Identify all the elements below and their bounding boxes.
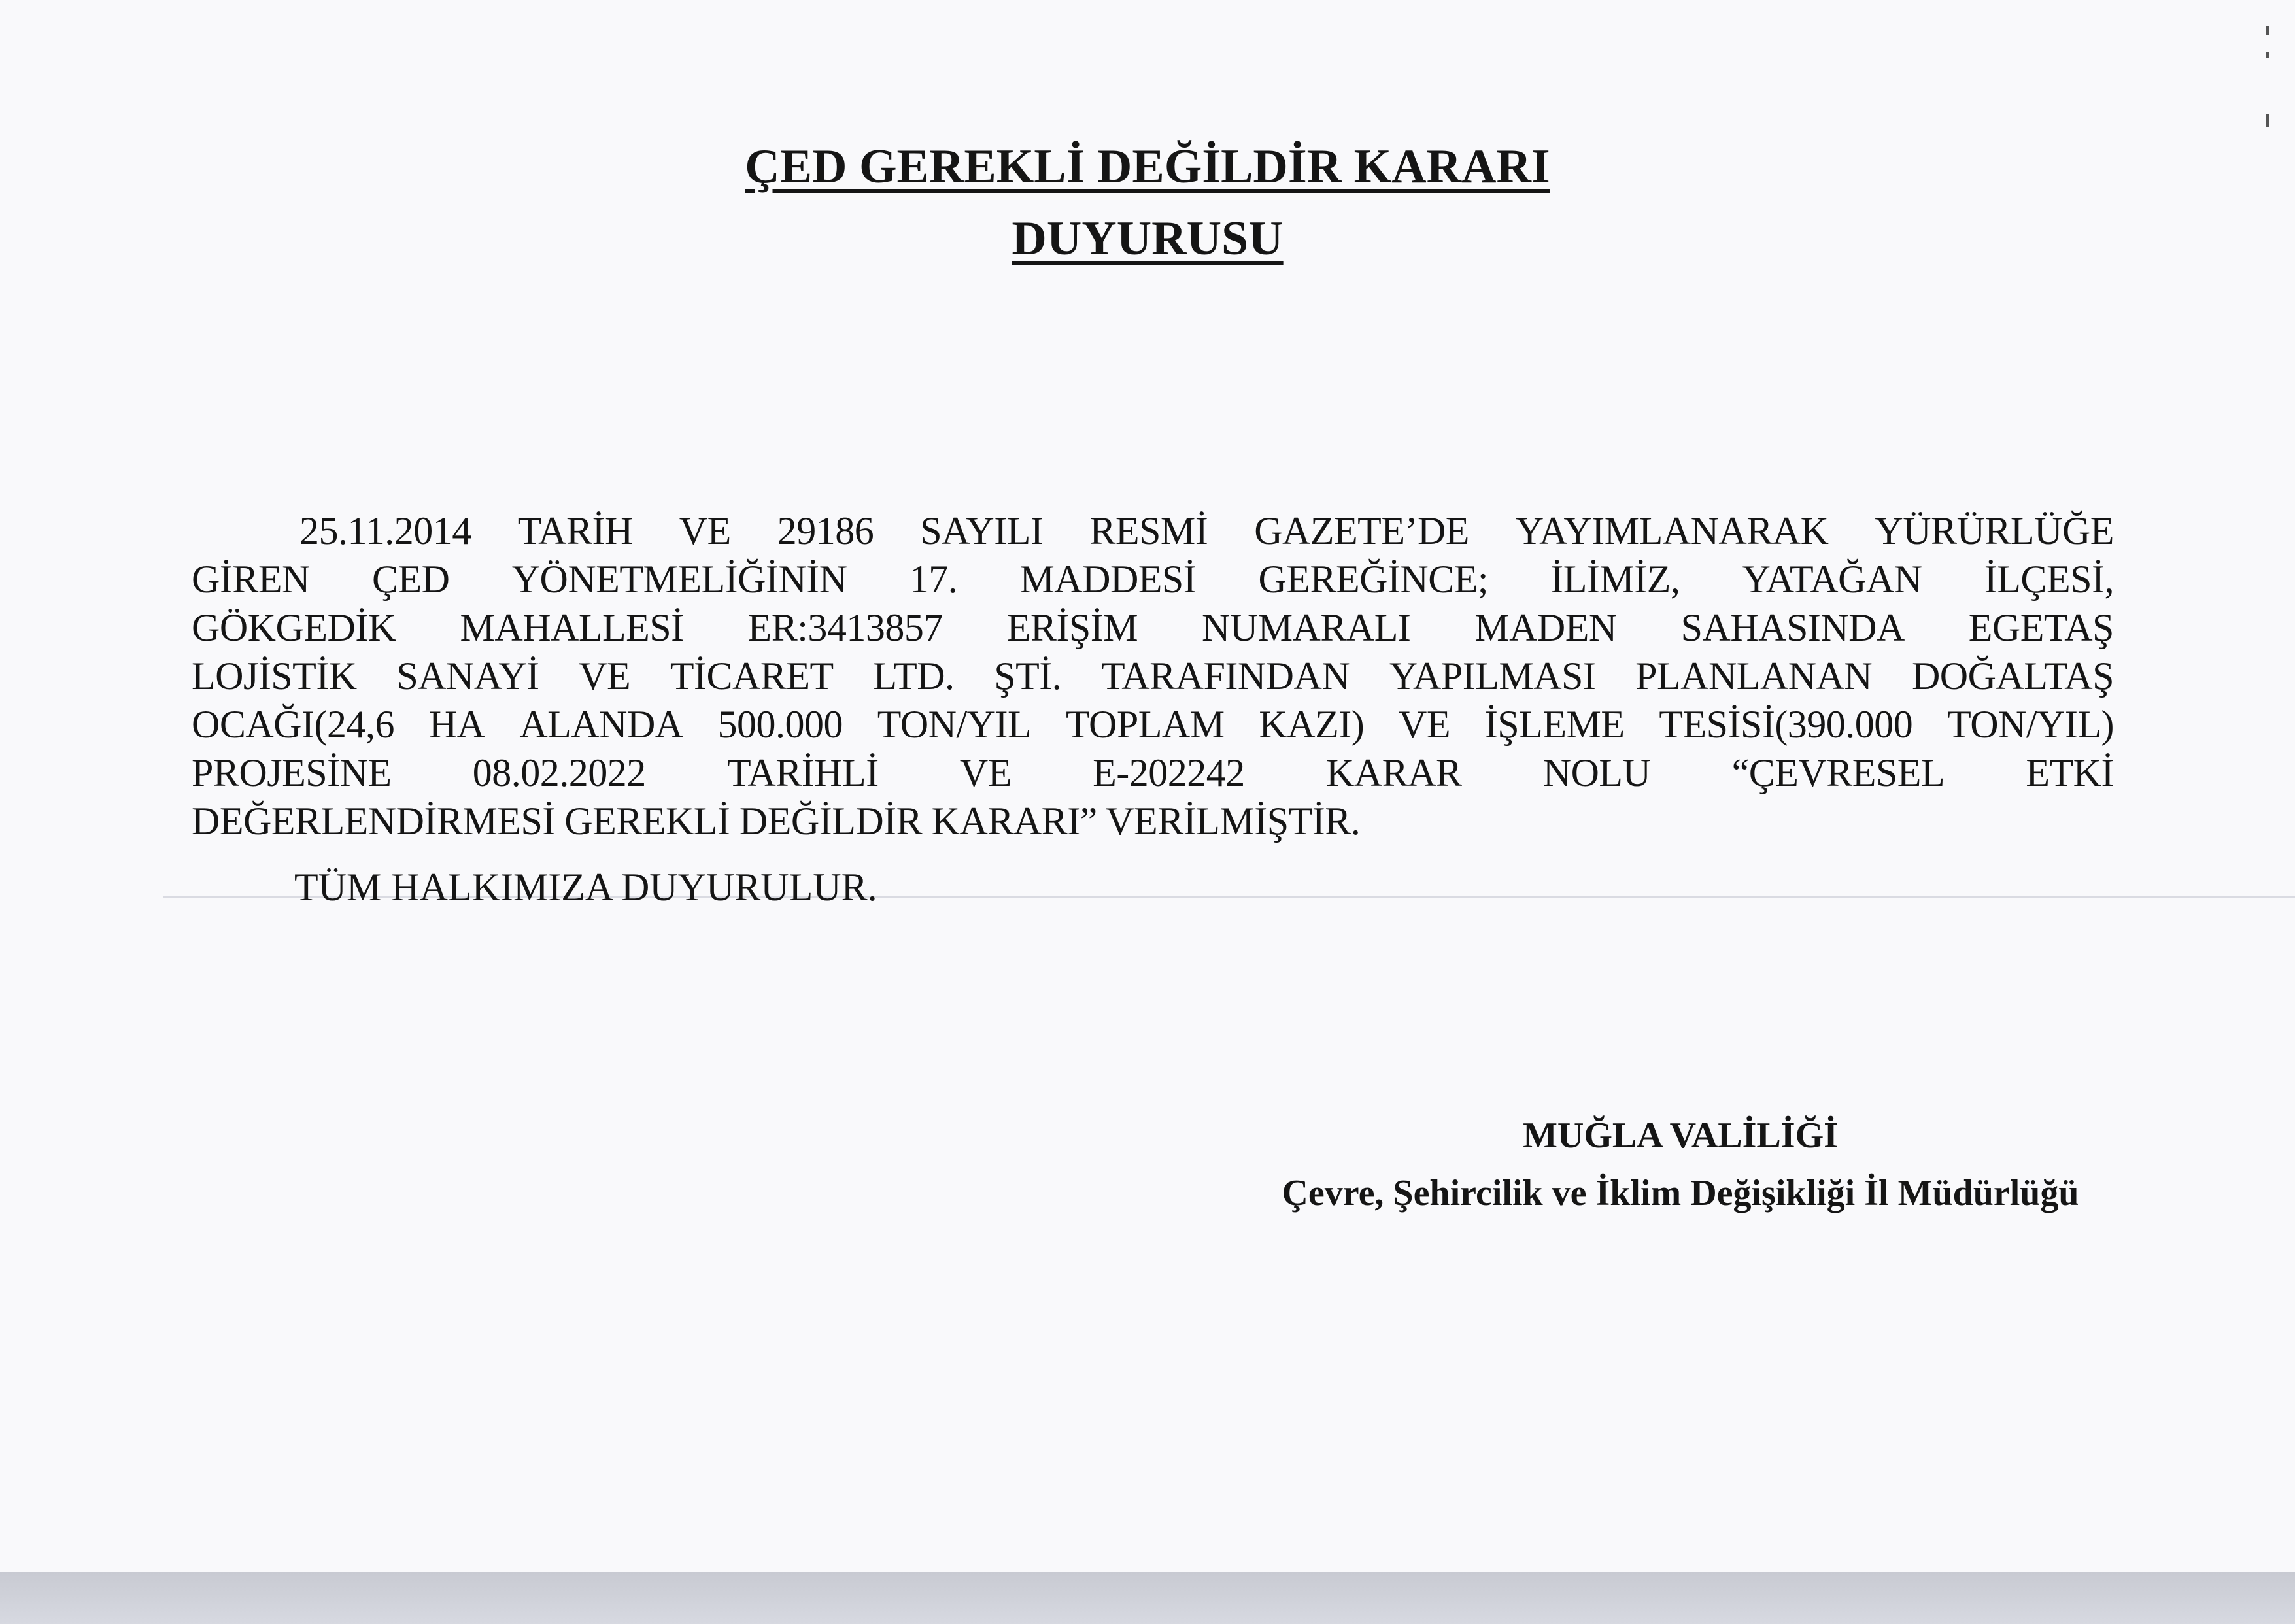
body-line: GİREN ÇED YÖNETMELİĞİNİN 17. MADDESİ GEREĞİNCE; İLİMİZ, YATAĞAN İLÇESİ, <box>192 558 2114 601</box>
document-title <box>0 131 2295 275</box>
closing-statement: TÜM HALKIMIZA DUYURULUR. <box>294 866 877 909</box>
announcement-body <box>192 507 2114 845</box>
body-line: PROJESİNE 08.02.2022 TARİHLİ VE E-202242 KARAR NOLU “ÇEVRESEL ETKİ <box>192 751 2114 794</box>
scan-speck <box>2266 26 2269 35</box>
scan-speck <box>2266 52 2269 58</box>
body-line: GÖKGEDİK MAHALLESİ ER:3413857 ERİŞİM NUMARALI MADEN SAHASINDA EGETAŞ <box>192 606 2114 649</box>
signature-department: Çevre, Şehircilik ve İklim Değişikliği İl Müdürlüğü <box>1282 1173 2079 1213</box>
title-line-1: ÇED GEREKLİ DEĞİLDİR KARARI <box>745 140 1550 194</box>
scan-speck <box>2266 114 2269 127</box>
body-line: DEĞERLENDİRMESİ GEREKLİ DEĞİLDİR KARARI” VERİLMİŞTİR. <box>192 800 1361 843</box>
body-line: 25.11.2014 TARİH VE 29186 SAYILI RESMİ GAZETE’DE YAYIMLANARAK YÜRÜRLÜĞE <box>299 509 2114 552</box>
scan-bottom-edge <box>0 1572 2295 1624</box>
title-line-2: DUYURUSU <box>1012 212 1284 265</box>
body-line: OCAĞI(24,6 HA ALANDA 500.000 TON/YIL TOPLAM KAZI) VE İŞLEME TESİSİ(390.000 TON/YIL) <box>192 703 2114 746</box>
signature-organization: MUĞLA VALİLİĞİ <box>1523 1115 1838 1156</box>
body-line: LOJİSTİK SANAYİ VE TİCARET LTD. ŞTİ. TARAFINDAN YAPILMASI PLANLANAN DOĞALTAŞ <box>192 654 2114 698</box>
